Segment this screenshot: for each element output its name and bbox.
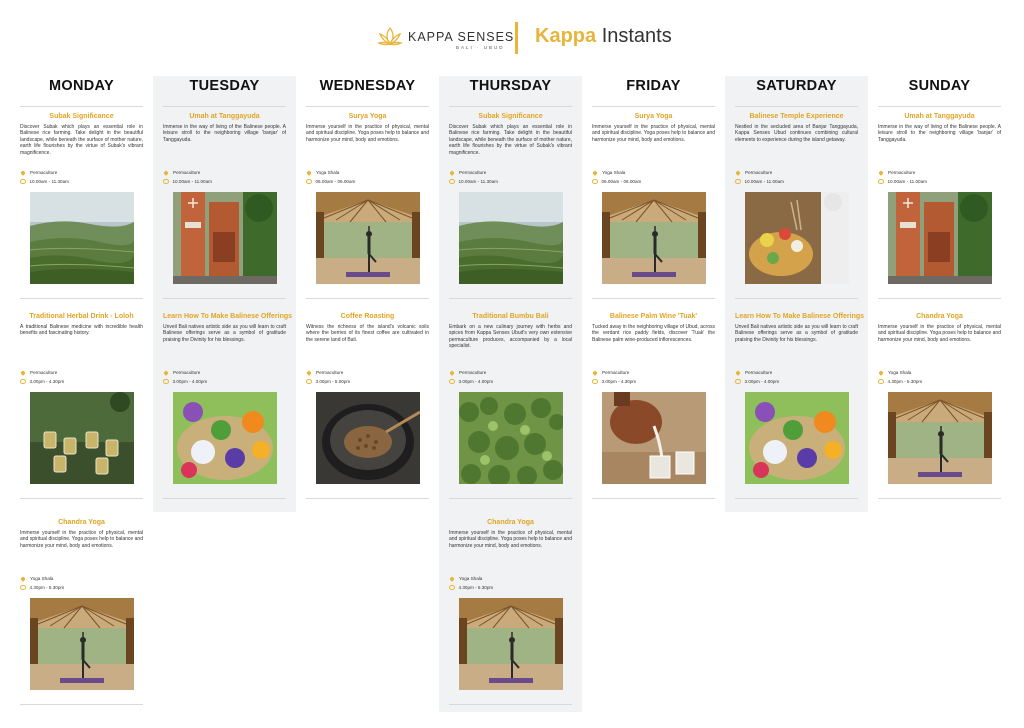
clock-icon [163, 379, 169, 385]
activity-card [20, 112, 143, 299]
divider [306, 298, 429, 299]
divider [449, 704, 572, 705]
activity-card [163, 112, 286, 299]
location-text: Permaculture [745, 170, 773, 175]
clock-icon [306, 179, 312, 185]
activity-time [449, 177, 572, 186]
clock-icon [878, 379, 884, 385]
activity-card [878, 112, 1001, 299]
activity-card [449, 518, 572, 705]
activity-time [20, 583, 143, 592]
clock-icon [449, 179, 455, 185]
location-text: Yoga Shala [888, 370, 912, 375]
day-heading: SUNDAY [908, 78, 971, 94]
location-pin-icon [306, 170, 312, 176]
activity-title: Balinese Palm Wine 'Tuak' [609, 313, 698, 320]
activity-title: Subak Significance [49, 113, 114, 120]
activity-description: Immerse in the way of living of the Balinese people. A leisure stroll to the neighboring village 'banjar' of Tanggayuda. [878, 124, 1001, 143]
location-pin-icon [449, 370, 455, 376]
activity-title: Chandra Yoga [487, 519, 534, 526]
activity-time [592, 377, 715, 386]
time-text: 10.00am - 11.00am [744, 179, 784, 184]
time-text: 3.00pm - 4.00pm [172, 379, 208, 384]
activity-time [592, 177, 715, 186]
clock-icon [592, 179, 598, 185]
activity-time [735, 377, 858, 386]
activity-time [449, 377, 572, 386]
location-text: Yoga Shala [316, 170, 340, 175]
activity-location [592, 168, 715, 177]
activity-location [20, 168, 143, 177]
activity-title: Traditional Bumbu Bali [472, 313, 549, 320]
clock-icon [449, 379, 455, 385]
activity-title: Balinese Temple Experience [749, 113, 844, 120]
activity-card [592, 112, 715, 299]
logo-brand: Kappa [535, 25, 597, 47]
kappa-instants-logo [535, 25, 672, 48]
location-pin-icon [592, 370, 598, 376]
divider [306, 106, 429, 107]
location-pin-icon [20, 576, 26, 582]
activity-card [735, 112, 858, 299]
divider [20, 298, 143, 299]
time-text: 3.00pm - 4.30pm [601, 379, 637, 384]
activity-location [735, 368, 858, 377]
divider [449, 106, 572, 107]
time-text: 10.00am - 11.30am [458, 179, 498, 184]
offerings-photo [173, 392, 277, 484]
divider [592, 106, 715, 107]
activity-card [306, 112, 429, 299]
activity-card [306, 312, 429, 499]
day-heading: TUESDAY [189, 78, 260, 94]
location-text: Permaculture [173, 170, 201, 175]
activity-location [163, 368, 286, 377]
activity-time [163, 377, 286, 386]
time-text: 3.00pm - 4.30pm [29, 379, 65, 384]
divider [163, 106, 286, 107]
clock-icon [20, 379, 26, 385]
clock-icon [878, 179, 884, 185]
location-pin-icon [20, 170, 26, 176]
activity-location [878, 368, 1001, 377]
location-text: Yoga Shala [459, 576, 483, 581]
activity-time [163, 177, 286, 186]
location-text: Permaculture [30, 170, 58, 175]
kappa-senses-logo [376, 24, 515, 54]
location-text: Permaculture [316, 370, 344, 375]
time-text: 4.30pm - 5.30pm [458, 585, 494, 590]
clock-icon [735, 379, 741, 385]
activity-description: Immerse yourself in the practice of physical, mental and spiritual discipline. Yoga poses help to balance and harmonize your mind, body and emotions. [878, 324, 1001, 343]
activity-card [449, 112, 572, 299]
day-heading: SATURDAY [756, 78, 837, 94]
activity-description: Discover Subak which plays an essential role in Balinese rice farming. Take delight in the beautiful landscape, while beneath the surface of mother nature, earth life flourishes by the virtue of Subak's vibrant magnificence. [449, 124, 572, 156]
activity-description: Tucked away in the neighboring village of Ubud, across the verdant rice paddy fields, discover 'Tuak' the Balinese palm wine-produced inflorescences. [592, 324, 715, 343]
herb-garden-photo [459, 392, 563, 484]
activity-description: Unveil Bali natives artistic side as you will learn to craft Balinese offerings serve as a symbol of gratitude praising the Divinity for his blessings. [163, 324, 286, 343]
divider [878, 298, 1001, 299]
clock-icon [449, 585, 455, 591]
location-pin-icon [592, 170, 598, 176]
activity-description: Immerse yourself in the practice of physical, mental and spiritual discipline. Yoga poses help to balance and harmonize your mind, body and emotions. [592, 124, 715, 143]
day-heading: MONDAY [49, 78, 114, 94]
divider [878, 498, 1001, 499]
logo-name: KAPPA SENSES [408, 30, 515, 44]
activity-card [449, 312, 572, 499]
weekly-schedule [10, 76, 1014, 728]
location-pin-icon [878, 370, 884, 376]
day-column-tuesday [153, 76, 296, 512]
activity-card [878, 312, 1001, 499]
time-text: 10.00am - 11.00am [887, 179, 927, 184]
location-text: Permaculture [459, 170, 487, 175]
time-text: 10.00am - 11.30am [29, 179, 69, 184]
activity-location [592, 368, 715, 377]
activity-description: Embark on a new culinary journey with herbs and spices from Kappa Senses Ubud's very own extensive permaculture produces, accompanied by a local specialist. [449, 324, 572, 350]
divider [735, 498, 858, 499]
divider [20, 498, 143, 499]
location-pin-icon [735, 370, 741, 376]
location-text: Yoga Shala [602, 170, 626, 175]
activity-title: Surya Yoga [634, 113, 673, 120]
location-text: Permaculture [888, 170, 916, 175]
divider [163, 498, 286, 499]
divider [735, 298, 858, 299]
location-text: Permaculture [173, 370, 201, 375]
time-text: 3.00pm - 4.00pm [458, 379, 494, 384]
clock-icon [20, 585, 26, 591]
yoga-shala-photo [30, 598, 134, 690]
day-column-thursday [439, 76, 582, 712]
location-pin-icon [449, 576, 455, 582]
activity-location [20, 368, 143, 377]
yoga-shala-photo [602, 192, 706, 284]
activity-title: Chandra Yoga [58, 519, 105, 526]
activity-location [20, 574, 143, 583]
rice-terrace-photo [459, 192, 563, 284]
activity-title: Learn How To Make Balinese Offerings [735, 313, 865, 320]
location-pin-icon [449, 170, 455, 176]
activity-description: Witness the richness of the island's volcanic soils where the berries of its finest coffee are cultivated in the serene land of Bali. [306, 324, 429, 343]
location-pin-icon [306, 370, 312, 376]
lotus-icon [376, 24, 404, 52]
temple-gate-photo [173, 192, 277, 284]
activity-time [449, 583, 572, 592]
time-text: 4.30pm - 5.30pm [887, 379, 923, 384]
time-text: 10.00am - 11.00am [172, 179, 212, 184]
divider [20, 704, 143, 705]
temple-gate-photo [888, 192, 992, 284]
location-pin-icon [20, 370, 26, 376]
offerings-photo [745, 392, 849, 484]
divider [592, 498, 715, 499]
activity-card [20, 518, 143, 705]
yoga-shala-photo [888, 392, 992, 484]
coffee-roasting-photo [316, 392, 420, 484]
activity-location [449, 368, 572, 377]
activity-description: Immerse yourself in the practice of physical, mental and spiritual discipline. Yoga poses help to balance and harmonize your mind, body and emotions. [449, 530, 572, 549]
activity-title: Umah at Tanggayuda [189, 113, 260, 120]
clock-icon [163, 179, 169, 185]
activity-time [878, 377, 1001, 386]
activity-location [449, 168, 572, 177]
activity-description: Nestled in the secluded area of Banjar Tanggayuda, Kappa Senses Ubud continues combining cultural elements to experience during the island getaway. [735, 124, 858, 143]
activity-description: A traditional Balinese medicine with incredible health benefits and fascinating history. [20, 324, 143, 337]
divider [449, 498, 572, 499]
day-heading: THURSDAY [469, 78, 552, 94]
activity-time [306, 177, 429, 186]
location-text: Permaculture [30, 370, 58, 375]
divider [20, 106, 143, 107]
palm-wine-photo [602, 392, 706, 484]
location-text: Permaculture [602, 370, 630, 375]
location-pin-icon [163, 370, 169, 376]
divider [592, 298, 715, 299]
activity-title: Subak Significance [478, 113, 543, 120]
logo-product: Instants [601, 25, 672, 47]
activity-location [306, 168, 429, 177]
activity-location [163, 168, 286, 177]
activity-card [20, 312, 143, 499]
clock-icon [20, 179, 26, 185]
time-text: 3.00pm - 5.00pm [315, 379, 351, 384]
logo-sub: BALI · UBUD [456, 45, 505, 50]
day-column-saturday [725, 76, 868, 512]
activity-description: Discover Subak which plays an essential role in Balinese rice farming. Take delight in the beautiful landscape, while beneath the surface of mother nature, earth life flourishes by the virtue of Subak's vibrant magnificence. [20, 124, 143, 156]
activity-description: Immerse in the way of living of the Balinese people. A leisure stroll to the neighboring village 'banjar' of Tanggayuda. [163, 124, 286, 143]
activity-location [306, 368, 429, 377]
activity-title: Chandra Yoga [916, 313, 963, 320]
activity-description: Immerse yourself in the practice of physical, mental and spiritual discipline. Yoga poses help to balance and harmonize your mind, body and emotions. [306, 124, 429, 143]
location-text: Permaculture [459, 370, 487, 375]
time-text: 4.30pm - 5.30pm [29, 585, 65, 590]
activity-card [735, 312, 865, 499]
activity-time [878, 177, 1001, 186]
activity-time [20, 377, 143, 386]
activity-title: Umah at Tanggayuda [904, 113, 975, 120]
time-text: 06.00am - 06.00am [315, 179, 356, 184]
yoga-shala-photo [316, 192, 420, 284]
activity-time [735, 177, 858, 186]
temple-offering-photo [745, 192, 849, 284]
herbal-drink-photo [30, 392, 134, 484]
header [0, 0, 1024, 70]
activity-title: Learn How To Make Balinese Offerings [163, 313, 293, 320]
logo-divider [515, 22, 518, 54]
time-text: 3.00pm - 4.00pm [744, 379, 780, 384]
activity-time [306, 377, 429, 386]
divider [306, 498, 429, 499]
clock-icon [735, 179, 741, 185]
activity-title: Coffee Roasting [340, 313, 395, 320]
location-pin-icon [735, 170, 741, 176]
clock-icon [306, 379, 312, 385]
activity-card [163, 312, 293, 499]
activity-title: Surya Yoga [348, 113, 387, 120]
activity-location [735, 168, 858, 177]
activity-card [592, 312, 715, 499]
activity-location [449, 574, 572, 583]
clock-icon [592, 379, 598, 385]
activity-location [878, 168, 1001, 177]
divider [878, 106, 1001, 107]
location-text: Yoga Shala [30, 576, 54, 581]
activity-description: Immerse yourself in the practice of physical, mental and spiritual discipline. Yoga poses help to balance and harmonize your mind, body and emotions. [20, 530, 143, 549]
activity-title: Traditional Herbal Drink - Loloh [29, 313, 134, 320]
location-text: Permaculture [745, 370, 773, 375]
yoga-shala-photo [459, 598, 563, 690]
location-pin-icon [878, 170, 884, 176]
time-text: 06.00am - 06.00am [601, 179, 642, 184]
day-heading: WEDNESDAY [319, 78, 416, 94]
location-pin-icon [163, 170, 169, 176]
divider [163, 298, 286, 299]
activity-time [20, 177, 143, 186]
rice-terrace-photo [30, 192, 134, 284]
day-heading: FRIDAY [626, 78, 681, 94]
activity-description: Unveil Bali natives artistic side as you will learn to craft Balinese offerings serve as a symbol of gratitude praising the Divinity for his blessings. [735, 324, 858, 343]
divider [449, 298, 572, 299]
divider [735, 106, 858, 107]
